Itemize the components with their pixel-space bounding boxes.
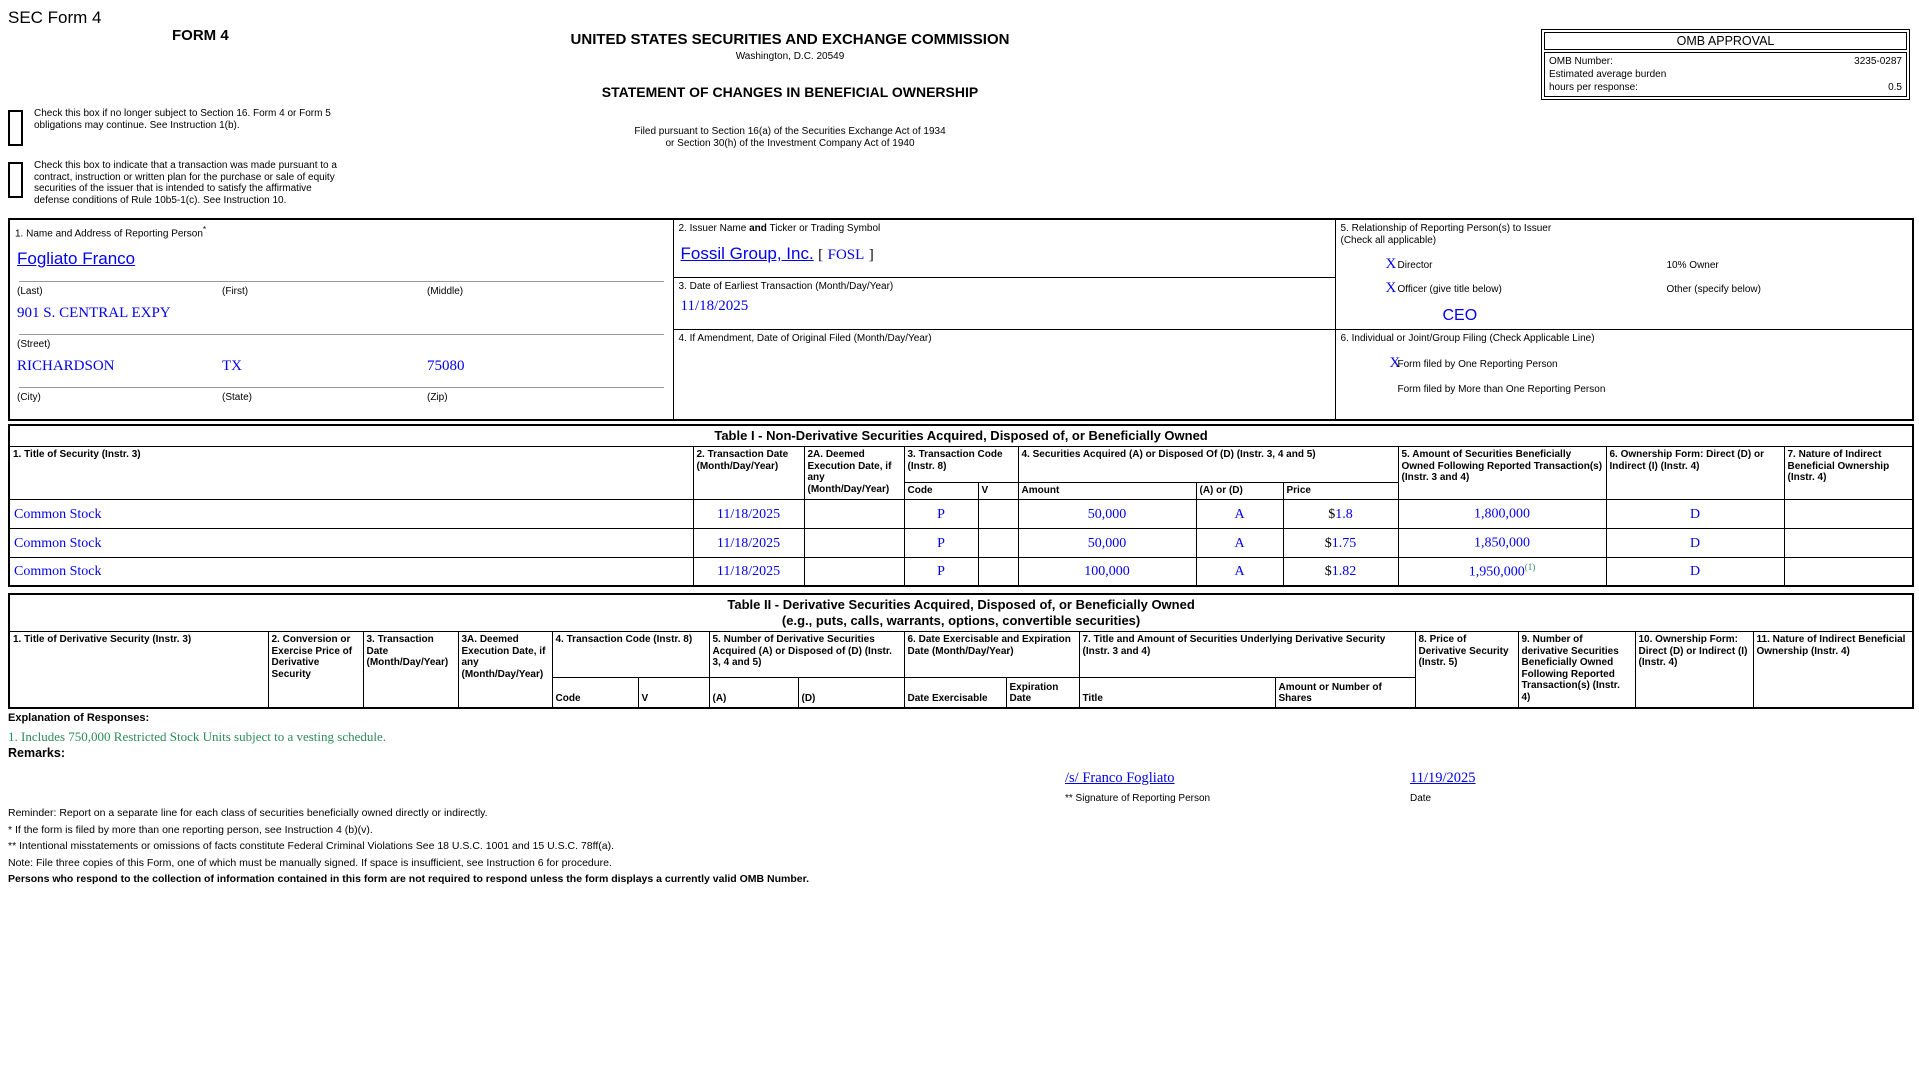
omb-burden-value: 0.5 bbox=[1888, 82, 1902, 93]
rule10b5-1-label: Check this box to indicate that a transaction was made pursuant to a contract, instruction or written plan for the purchase or sale of equity securities of the issuer that is intended to satisfy the affirmative defense conditions of Rule 10b5-1(c). See Instruction 10. bbox=[34, 160, 337, 206]
table2-h-code-group: 4. Transaction Code (Instr. 8) bbox=[552, 632, 709, 678]
pursuant-text bbox=[330, 126, 1250, 150]
table2-h-shares: Amount or Number of Shares bbox=[1275, 678, 1415, 708]
signature-value: /s/ Franco Fogliato bbox=[1065, 770, 1175, 786]
signature-date-label: Date bbox=[1410, 793, 1432, 804]
table1-h-a-or-d: (A) or (D) bbox=[1196, 483, 1283, 500]
statement-title: STATEMENT OF CHANGES IN BENEFICIAL OWNERSHIP bbox=[601, 84, 979, 100]
reporting-person-cell bbox=[9, 219, 673, 420]
issuer-label: 2. Issuer Name and Ticker or Trading Symbol bbox=[678, 223, 881, 234]
issuer-link[interactable]: Fossil Group, Inc. bbox=[680, 244, 814, 263]
earliest-transaction-cell bbox=[673, 277, 1335, 329]
table2-h-under-title: Title bbox=[1079, 678, 1275, 708]
table2-h-owned: 9. Number of derivative Securities Beneficially Owned Following Reported Transaction(s) (Instr. 4) bbox=[1518, 632, 1635, 708]
more-person-label: Form filed by More than One Reporting Person bbox=[1397, 383, 1606, 395]
street-value: 901 S. CENTRAL EXPY bbox=[17, 305, 171, 322]
table2-h-expiration: Expiration Date bbox=[1006, 678, 1079, 708]
amendment-label: 4. If Amendment, Date of Original Filed (Month/Day/Year) bbox=[678, 332, 932, 344]
zip-value: 75080 bbox=[427, 358, 465, 375]
pursuant-line2: or Section 30(h) of the Investment Company Act of 1940 bbox=[665, 138, 915, 149]
page-title: SEC Form 4 bbox=[8, 8, 102, 27]
table2-title: Table II - Derivative Securities Acquired, Disposed of, or Beneficially Owned (e.g., puts, calls, warrants, options, convertible securities) bbox=[9, 594, 1913, 632]
one-person-label: Form filed by One Reporting Person bbox=[1397, 358, 1558, 370]
omb-burden-label2: hours per response: bbox=[1549, 82, 1638, 93]
relationship-cell bbox=[1335, 219, 1913, 329]
table2-h-v: V bbox=[638, 678, 709, 708]
signature-block bbox=[0, 770, 1919, 806]
issuer-cell bbox=[673, 219, 1335, 277]
ticker-bracket-open: [ bbox=[818, 247, 824, 263]
table1-row: Common Stock 11/18/2025 P 100,000 A $1.82 1,950,000$^{(1)}$ D bbox=[9, 557, 1913, 586]
rule10b5-1-checkbox[interactable] bbox=[8, 162, 23, 198]
agency-title: UNITED STATES SECURITIES AND EXCHANGE COMMISSION bbox=[570, 31, 1010, 48]
table2-h-title: 1. Title of Derivative Security (Instr. 3) bbox=[9, 632, 268, 708]
table2-h-price: 8. Price of Derivative Security (Instr. 5) bbox=[1415, 632, 1518, 708]
footnote-reminder: Reminder: Report on a separate line for each class of securities beneficially owned directly or indirectly. bbox=[8, 807, 488, 819]
remarks-heading: Remarks: bbox=[8, 746, 65, 760]
form-number: FORM 4 bbox=[172, 27, 229, 44]
explanation-heading: Explanation of Responses: bbox=[8, 712, 150, 724]
table2-h-date-exercisable: Date Exercisable bbox=[904, 678, 1006, 708]
table1-h-acquired-group: 4. Securities Acquired (A) or Disposed Of (D) (Instr. 3, 4 and 5) bbox=[1018, 447, 1398, 483]
signature-label: ** Signature of Reporting Person bbox=[1065, 793, 1211, 804]
table1-row: Common Stock 11/18/2025 P 50,000 A $1.8 1,800,000 D bbox=[9, 499, 1913, 528]
footnote-multiple-persons: * If the form is filed by more than one reporting person, see Instruction 4 (b)(v). bbox=[8, 823, 373, 836]
footnote-omb-notice: Persons who respond to the collection of information contained in this form are not required to respond unless the form displays a currently valid OMB Number. bbox=[8, 873, 810, 885]
omb-title: OMB APPROVAL bbox=[1544, 32, 1907, 50]
pursuant-line1: Filed pursuant to Section 16(a) of the Securities Exchange Act of 1934 bbox=[634, 126, 946, 137]
table2-h-underlying-group: 7. Title and Amount of Securities Underlying Derivative Security (Instr. 3 and 4) bbox=[1079, 632, 1415, 678]
omb-number-label: OMB Number: bbox=[1549, 56, 1613, 67]
street-label: (Street) bbox=[17, 339, 51, 351]
state-value: TX bbox=[222, 358, 242, 375]
table1-h-amount: Amount bbox=[1018, 483, 1196, 500]
section16-exempt-row bbox=[8, 108, 348, 146]
zip-label: (Zip) bbox=[427, 392, 448, 404]
filing-type-label: 6. Individual or Joint/Group Filing (Check Applicable Line) bbox=[1340, 332, 1595, 344]
omb-body bbox=[1544, 52, 1907, 97]
ten-percent-owner-label: 10% Owner bbox=[1666, 260, 1719, 271]
officer-checkmark: X bbox=[1385, 280, 1397, 296]
footnote-copies: Note: File three copies of this Form, one of which must be manually signed. If space is insufficient, see Instruction 6 for procedure. bbox=[8, 856, 612, 869]
divider bbox=[19, 387, 664, 388]
commission-header bbox=[330, 31, 1250, 150]
table1-h-deemed: 2A. Deemed Execution Date, if any (Month/Day/Year) bbox=[804, 447, 904, 500]
table1-h-security: 1. Title of Security (Instr. 3) bbox=[9, 447, 693, 500]
director-label: Director bbox=[1397, 260, 1433, 271]
last-label: (Last) bbox=[17, 286, 43, 298]
table2-h-ownership: 10. Ownership Form: Direct (D) or Indirect (I) (Instr. 4) bbox=[1635, 632, 1753, 708]
city-value: RICHARDSON bbox=[17, 358, 115, 375]
amendment-cell bbox=[673, 329, 1335, 420]
one-person-checkmark: X bbox=[1389, 354, 1401, 371]
table1-non-derivative bbox=[8, 424, 1914, 587]
table2-h-conversion: 2. Conversion or Exercise Price of Derivative Security bbox=[268, 632, 363, 708]
agency-location: Washington, D.C. 20549 bbox=[735, 51, 845, 62]
reporting-person-label: 1. Name and Address of Reporting Person* bbox=[15, 224, 207, 240]
table1-row: Common Stock 11/18/2025 P 50,000 A $1.75 1,850,000 D bbox=[9, 528, 1913, 557]
relationship-label: 5. Relationship of Reporting Person(s) to Issuer (Check all applicable) bbox=[1340, 223, 1552, 246]
explanation-of-responses bbox=[8, 712, 386, 745]
section16-exempt-label: Check this box if no longer subject to Section 16. Form 4 or Form 5 obligations may continue. See Instruction 1(b). bbox=[34, 108, 331, 131]
rule10b5-1-row bbox=[8, 160, 488, 206]
omb-approval-box bbox=[1541, 29, 1910, 100]
table1-title: Table I - Non-Derivative Securities Acquired, Disposed of, or Beneficially Owned bbox=[9, 425, 1913, 447]
earliest-transaction-value: 11/18/2025 bbox=[680, 297, 749, 314]
table2-h-d: (D) bbox=[798, 678, 904, 708]
director-checkmark: X bbox=[1385, 256, 1397, 272]
table1-h-ownership: 6. Ownership Form: Direct (D) or Indirect (I) (Instr. 4) bbox=[1606, 447, 1784, 500]
earliest-transaction-label: 3. Date of Earliest Transaction (Month/Day/Year) bbox=[678, 280, 894, 292]
issuer-ticker: FOSL bbox=[827, 247, 865, 263]
middle-label: (Middle) bbox=[427, 286, 464, 298]
divider bbox=[19, 281, 664, 282]
table1-h-v: V bbox=[978, 483, 1018, 500]
table2-h-number-group: 5. Number of Derivative Securities Acquired (A) or Disposed of (D) (Instr. 3, 4 and 5) bbox=[709, 632, 904, 678]
state-label: (State) bbox=[222, 392, 253, 404]
table2-derivative bbox=[8, 593, 1914, 709]
officer-label: Officer (give title below) bbox=[1397, 284, 1502, 295]
table2-h-dates-group: 6. Date Exercisable and Expiration Date (Month/Day/Year) bbox=[904, 632, 1079, 678]
ticker-bracket-close: ] bbox=[868, 247, 874, 263]
table2-h-date: 3. Transaction Date (Month/Day/Year) bbox=[363, 632, 458, 708]
table2-h-a: (A) bbox=[709, 678, 798, 708]
table1-h-price: Price bbox=[1283, 483, 1398, 500]
table2-h-deemed: 3A. Deemed Execution Date, if any (Month/Day/Year) bbox=[458, 632, 552, 708]
explanation-footnote-1: 1. Includes 750,000 Restricted Stock Units subject to a vesting schedule. bbox=[8, 729, 387, 744]
officer-title-value: CEO bbox=[1442, 307, 1478, 324]
table2-h-nature: 11. Nature of Indirect Beneficial Ownership (Instr. 4) bbox=[1753, 632, 1913, 708]
omb-burden-label1: Estimated average burden bbox=[1549, 69, 1667, 80]
table1-h-owned: 5. Amount of Securities Beneficially Owned Following Reported Transaction(s) (Instr. 3 and 4) bbox=[1398, 447, 1606, 500]
footnote-violations: ** Intentional misstatements or omissions of facts constitute Federal Criminal Violations See 18 U.S.C. 1001 and 15 U.S.C. 78ff(a). bbox=[8, 840, 614, 852]
other-label: Other (specify below) bbox=[1666, 284, 1761, 295]
table1-h-nature: 7. Nature of Indirect Beneficial Ownership (Instr. 4) bbox=[1784, 447, 1913, 500]
table1-h-code: Code bbox=[904, 483, 978, 500]
first-label: (First) bbox=[222, 286, 249, 298]
reporting-person-link[interactable]: Fogliato Franco bbox=[17, 249, 136, 269]
city-label: (City) bbox=[17, 392, 41, 404]
divider bbox=[19, 334, 664, 335]
table1-h-date: 2. Transaction Date (Month/Day/Year) bbox=[693, 447, 804, 500]
omb-number-value: 3235-0287 bbox=[1854, 56, 1902, 67]
table1-h-code-group: 3. Transaction Code (Instr. 8) bbox=[904, 447, 1018, 483]
filing-type-cell bbox=[1335, 329, 1913, 420]
section16-exempt-checkbox[interactable] bbox=[8, 110, 23, 146]
more-person-checkmark bbox=[1336, 382, 1398, 395]
form-footnotes bbox=[8, 808, 1658, 891]
reporting-info-grid bbox=[8, 218, 1914, 421]
table2-h-code: Code bbox=[552, 678, 638, 708]
signature-date-value: 11/19/2025 bbox=[1410, 770, 1476, 786]
